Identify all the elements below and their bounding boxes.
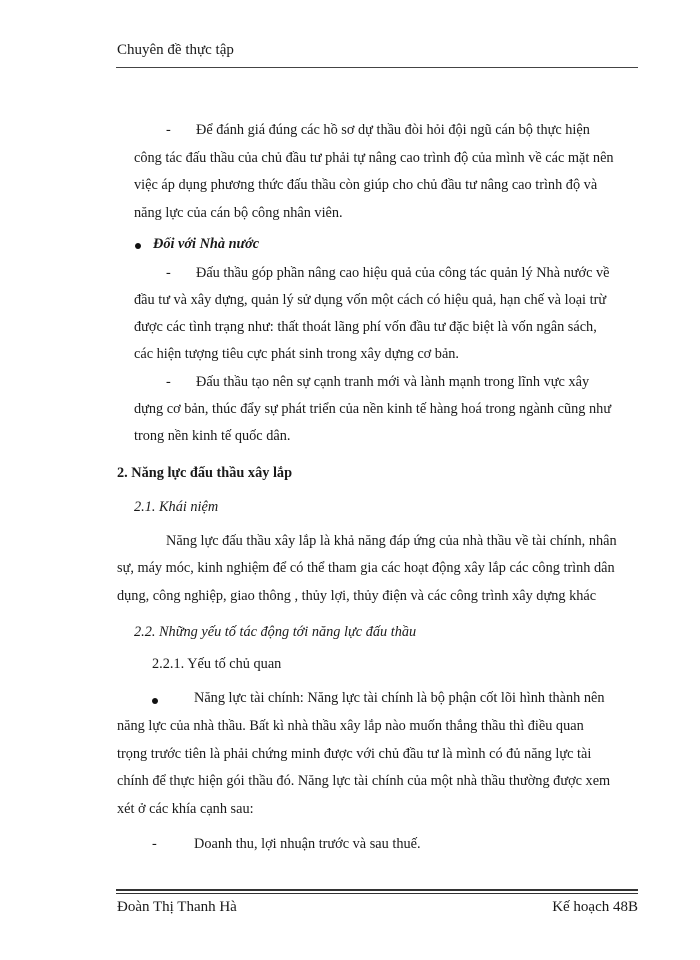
subsection-heading: 2.2. Những yếu tố tác động tới năng lực đấu thầu (134, 624, 417, 640)
paragraph-line: xét ở các khía cạnh sau: (117, 801, 254, 817)
paragraph-line: được các tình trạng như: thất thoát lãng phí vốn đầu tư đặc biệt là vốn ngân sách, (134, 319, 597, 335)
page-header-title: Chuyên đề thực tập (117, 42, 234, 58)
paragraph-line: các hiện tượng tiêu cực phát sinh trong xây dựng cơ bản. (134, 346, 460, 362)
paragraph-line: Đấu thầu tạo nên sự cạnh tranh mới và lành mạnh trong lĩnh vực xây (196, 374, 590, 390)
footer-divider-thin (116, 893, 638, 894)
paragraph-line: trong nền kinh tế quốc dân. (134, 428, 291, 444)
paragraph-line: năng lực của cán bộ công nhân viên. (134, 205, 343, 221)
header-divider (116, 67, 638, 68)
paragraph-line: dựng cơ bản, thúc đẩy sự phát triển của nền kinh tế hàng hoá trong ngành cũng như (134, 401, 612, 417)
footer-class: Kế hoạch 48B (552, 899, 638, 915)
paragraph-line: công tác đấu thầu của chủ đầu tư phải tự nâng cao trình độ của mình về các mặt nên (134, 150, 614, 166)
paragraph-line: trọng trước tiên là phải chứng minh được với chủ đầu tư là mình có đủ năng lực tài (117, 746, 592, 762)
paragraph-line: dụng, công nghiệp, giao thông , thủy lợi, thủy điện và các công trình xây dựng khác (117, 588, 597, 604)
dash-marker: - (152, 836, 157, 852)
paragraph-line: đầu tư và xây dựng, quản lý sử dụng vốn một cách có hiệu quả, hạn chế và loại trừ (134, 292, 607, 308)
paragraph-line: Để đánh giá đúng các hồ sơ dự thầu đòi hỏi đội ngũ cán bộ thực hiện (196, 122, 590, 138)
paragraph-line: năng lực của nhà thầu. Bất kì nhà thầu xây lắp nào muốn thắng thầu thì điều quan (117, 718, 584, 734)
paragraph-line: việc áp dụng phương thức đấu thầu còn giúp cho chủ đầu tư nâng cao trình độ và (134, 177, 598, 193)
footer-author: Đoàn Thị Thanh Hà (117, 899, 237, 915)
subsection-heading: 2.1. Khái niệm (134, 499, 219, 515)
paragraph-line: Năng lực tài chính: Năng lực tài chính là bộ phận cốt lõi hình thành nên (194, 690, 605, 706)
dash-marker: - (166, 265, 171, 281)
paragraph-line: Doanh thu, lợi nhuận trước và sau thuế. (194, 836, 421, 852)
paragraph-line: chính để thực hiện gói thầu đó. Năng lực tài chính của một nhà thầu thường được xem (117, 773, 611, 789)
footer-divider (116, 889, 638, 891)
paragraph-line: Năng lực đấu thầu xây lắp là khả năng đáp ứng của nhà thầu về tài chính, nhân (166, 533, 617, 549)
bullet-icon (135, 243, 141, 249)
paragraph-line: sự, máy móc, kinh nghiệm để có thể tham gia các hoạt động xây lắp các công trình dân (117, 560, 615, 576)
dash-marker: - (166, 374, 171, 390)
paragraph-line: Đấu thầu góp phần nâng cao hiệu quả của công tác quản lý Nhà nước về (196, 265, 610, 281)
bullet-heading: Đối với Nhà nước (153, 236, 260, 252)
dash-marker: - (166, 122, 171, 138)
section-heading: 2. Năng lực đấu thầu xây lắp (117, 465, 293, 481)
bullet-icon (152, 698, 158, 704)
subsubsection-heading: 2.2.1. Yếu tố chủ quan (152, 656, 282, 672)
